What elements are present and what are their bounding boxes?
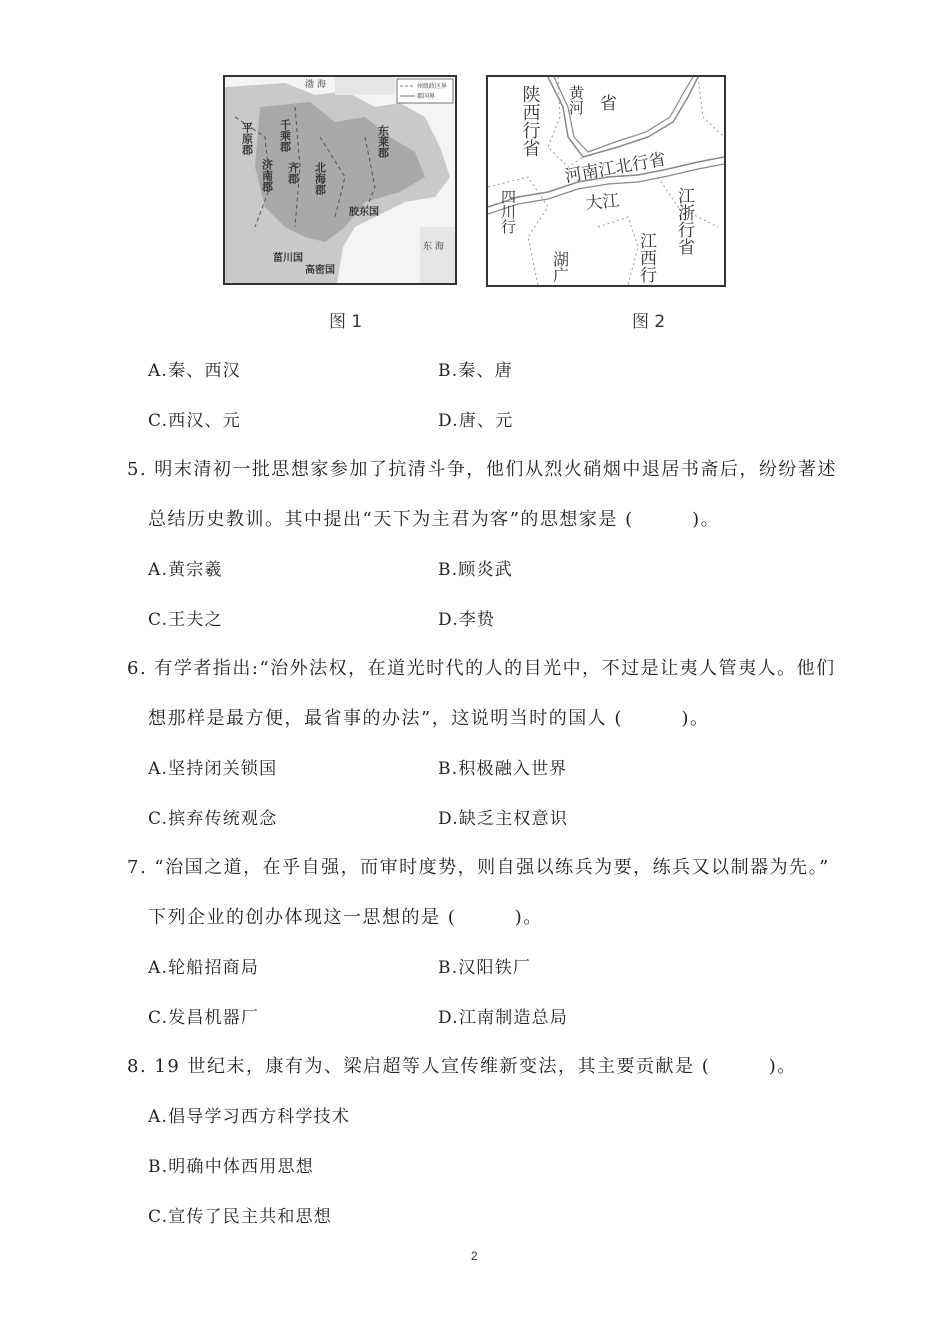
q8-option-c: C.宣传了民主共和思想 bbox=[148, 1207, 333, 1227]
q8-option-b: B.明确中体西用思想 bbox=[148, 1157, 314, 1177]
label-henan-jiangbei-province: 河南江北行省 bbox=[563, 149, 668, 187]
q6-option-c: C.摈弃传统观念 bbox=[148, 809, 278, 829]
q7-stem-line2: 下列企业的创办体现这一思想的是 ( )。 bbox=[148, 907, 543, 928]
label-yangtze-river: 大江 bbox=[584, 191, 621, 214]
q6-option-d: D.缺乏主权意识 bbox=[438, 809, 569, 829]
q7-stem-line1: 7. “治国之道，在乎自强，而审时度势，则自强以练兵为要，练兵又以制器为先。” bbox=[127, 857, 830, 878]
page-number: 2 bbox=[471, 1249, 478, 1263]
q8-stem-line1: 8. 19 世纪末，康有为、梁启超等人宣传维新变法，其主要贡献是 ( )。 bbox=[127, 1056, 797, 1077]
label-jiangxi: 江西行 bbox=[636, 232, 656, 283]
figure-2-caption: 图 2 bbox=[632, 312, 666, 332]
q8-option-a: A.倡导学习西方科学技术 bbox=[148, 1107, 351, 1127]
q6-stem-line1: 6. 有学者指出:“治外法权，在道光时代的人的目光中，不过是让夷人管夷人。他们 bbox=[127, 658, 836, 679]
label-huguang: 湖广 bbox=[550, 251, 570, 283]
q4-option-b: B.秦、唐 bbox=[438, 361, 513, 381]
q6-option-b: B.积极融入世界 bbox=[438, 759, 568, 779]
q6-stem-line2: 想那样是最方便，最省事的办法”，这说明当时的国人 ( )。 bbox=[148, 708, 710, 729]
label-province-fragment: 省 bbox=[600, 94, 617, 114]
region-label-jinan: 济南郡 bbox=[260, 159, 274, 192]
q6-option-a: A.坚持闭关锁国 bbox=[148, 759, 278, 779]
q5-option-d: D.李贽 bbox=[438, 610, 496, 630]
legend-state-boundary: 州级政区界 bbox=[417, 83, 448, 90]
q5-option-a: A.黄宗羲 bbox=[148, 560, 223, 580]
region-label-pingyuan: 平原郡 bbox=[240, 122, 254, 155]
q7-option-a: A.轮船招商局 bbox=[148, 958, 260, 978]
figure-1-map bbox=[223, 75, 457, 285]
q4-option-c: C.西汉、元 bbox=[148, 411, 242, 431]
q5-stem-line1: 5. 明末清初一批思想家参加了抗清斗争，他们从烈火硝烟中退居书斋后，纷纷著述 bbox=[127, 459, 837, 480]
q5-option-c: C.王夫之 bbox=[148, 610, 223, 630]
label-yellow-river: 黄河 bbox=[567, 85, 585, 115]
figure-2-map bbox=[486, 75, 726, 287]
label-sichuan: 四川行 bbox=[499, 189, 517, 234]
q5-stem-line2: 总结历史教训。其中提出“天下为主君为客”的思想家是 ( )。 bbox=[148, 509, 721, 530]
region-label-qi: 齐郡 bbox=[286, 162, 300, 184]
q7-option-c: C.发昌机器厂 bbox=[148, 1008, 260, 1028]
legend-commandery-boundary: 郡国界 bbox=[417, 93, 436, 100]
region-label-beihai: 北海郡 bbox=[313, 162, 327, 195]
region-label-jiaodong: 胶东国 bbox=[349, 207, 379, 218]
q4-option-d: D.唐、元 bbox=[438, 411, 514, 431]
region-label-donglai: 东莱郡 bbox=[376, 125, 390, 158]
q7-option-b: B.汉阳铁厂 bbox=[438, 958, 532, 978]
label-jiangzhe-province: 江浙行省 bbox=[674, 187, 694, 255]
q5-option-b: B.顾炎武 bbox=[438, 560, 513, 580]
sea-label-donghai: 东 海 bbox=[423, 242, 444, 252]
region-label-gaomi: 高密国 bbox=[305, 265, 335, 276]
figure-1-caption: 图 1 bbox=[329, 312, 363, 332]
q7-option-d: D.江南制造总局 bbox=[438, 1008, 569, 1028]
label-shaanxi-province: 陕西行省 bbox=[519, 85, 541, 157]
q4-option-a: A.秦、西汉 bbox=[148, 361, 241, 381]
sea-label-bohai: 渤 海 bbox=[305, 80, 326, 90]
region-label-zichuan: 菑川国 bbox=[273, 253, 303, 264]
region-label-qiancheng: 千乘郡 bbox=[278, 119, 292, 152]
